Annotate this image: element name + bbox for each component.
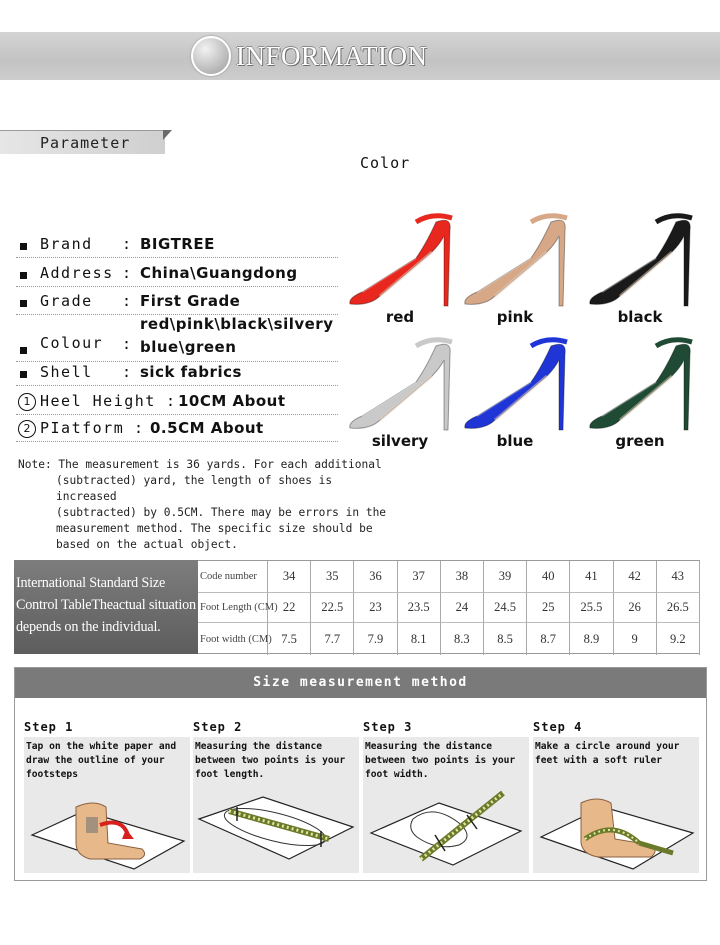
color-name: red [385,308,415,326]
color-title: Color [360,154,411,172]
spec-key: Grade [40,292,93,310]
spec-value: 10CM About [178,392,286,410]
size-cell: 26 [614,593,657,623]
size-cell: 24 [441,593,484,623]
parameter-label: Parameter [40,134,131,152]
size-cell: 34 [268,561,311,593]
spec-value: sick fabrics [140,363,242,381]
color-name: blue [496,432,534,450]
square-bullet-icon [20,243,27,250]
size-cell: 9.2 [657,623,700,655]
square-bullet-icon [20,272,27,279]
spec-shell: Shell : sick fabrics [16,362,338,386]
circled-two-icon: 2 [18,420,36,438]
spec-brand: Brand : BIGTREE [16,234,338,258]
pump-shoe-icon [455,334,575,434]
foot-outline-icon [24,773,190,873]
size-cell: 8.1 [398,623,441,655]
size-cell: 36 [354,561,397,593]
color-name: green [615,432,665,450]
size-cell: 25.5 [570,593,613,623]
spec-heel-height: 1 Heel Height : 10CM About [16,391,338,415]
size-cell: 9 [614,623,657,655]
size-measurement-section: Size measurement method Step 1 Tap on the white paper and draw the outline of your footsteps Step 2 Measuring the distance between two points is your foot length. Step 3 Measuring the distance between two points is your foot width. Step 4 Make a circle around your feet with a soft ruler [14,667,707,881]
spec-key: Heel Height [40,392,156,410]
spec-value: China\Guangdong [140,264,298,282]
square-bullet-icon [20,371,27,378]
size-cell: 8.3 [441,623,484,655]
spec-value-line1: red\pink\black\silvery [140,315,334,333]
size-cell: 22 [268,593,311,623]
pump-shoe-icon [340,334,460,434]
foot-circumference-ruler-icon [533,773,699,873]
size-table [14,560,700,654]
pump-shoe-icon [340,210,460,310]
size-row-label: Code number [198,561,268,593]
measurement-title: Size measurement method [253,675,468,690]
spec-value: 0.5CM About [150,419,264,437]
measurement-note: Note: The measurement is 36 yards. For each additional (subtracted) yard, the length of shoes is increased (subtracted) by 0.5CM. There may be errors in the measurement method. The specific size should be based on the actual object. [18,458,387,551]
pump-shoe-icon [580,334,700,434]
size-cell: 24.5 [484,593,527,623]
shoe-swatch-1 [455,210,575,326]
shoe-swatch-2 [580,210,700,326]
size-row-label: Foot width (CM) [198,623,268,655]
spec-key: Shell [40,363,93,381]
size-cell: 39 [484,561,527,593]
pump-shoe-icon [455,210,575,310]
tab-corner-icon [163,130,172,140]
spec-value: blue\green [140,338,237,356]
size-cell: 8.7 [527,623,570,655]
size-table-caption: International Standard Size Control TableTheactual situation depends on the individual. [14,560,198,654]
size-cell: 37 [398,561,441,593]
square-bullet-icon [20,300,27,307]
shoe-swatch-0 [340,210,460,326]
size-cell: 40 [527,561,570,593]
pump-shoe-icon [580,210,700,310]
spec-key: Brand [40,235,93,253]
size-cell: 7.7 [311,623,354,655]
spec-key: Address [40,264,114,282]
circled-one-icon: 1 [18,393,36,411]
size-cell: 7.9 [354,623,397,655]
size-cell: 43 [657,561,700,593]
spec-value: BIGTREE [140,235,215,253]
spec-value: First Grade [140,292,241,310]
measurement-title-bar [15,668,706,698]
size-cell: 42 [614,561,657,593]
circle-ornament-icon [191,36,231,76]
spec-platform: 2 PIatform : 0.5CM About [16,418,338,442]
size-cell: 35 [311,561,354,593]
size-cell: 26.5 [657,593,700,623]
color-name: silvery [371,432,429,450]
parameter-tab [0,130,165,154]
size-cell: 8.9 [570,623,613,655]
color-name: black [617,308,663,326]
color-name: pink [496,308,534,326]
spec-address: Address : China\Guangdong [16,263,338,287]
shoe-swatch-5 [580,334,700,450]
square-bullet-icon [20,347,27,354]
information-header [0,32,720,80]
foot-width-ruler-icon [363,773,529,873]
size-cell: 7.5 [268,623,311,655]
size-cell: 8.5 [484,623,527,655]
size-cell: 23.5 [398,593,441,623]
spec-grade: Grade : First Grade [16,291,338,315]
shoe-swatch-4 [455,334,575,450]
size-grid [198,560,700,654]
size-cell: 22.5 [311,593,354,623]
size-cell: 25 [527,593,570,623]
size-cell: 41 [570,561,613,593]
spec-key: PIatform [40,419,125,437]
size-row-label: Foot Length (CM) [198,593,268,623]
shoe-swatch-3 [340,334,460,450]
spec-key: Colour [40,334,104,352]
foot-length-ruler-icon [193,773,359,873]
header-title: INFORMATION [236,41,428,71]
spec-colour: Colour : red\pink\black\silvery blue\green [16,338,338,362]
size-cell: 23 [354,593,397,623]
size-cell: 38 [441,561,484,593]
